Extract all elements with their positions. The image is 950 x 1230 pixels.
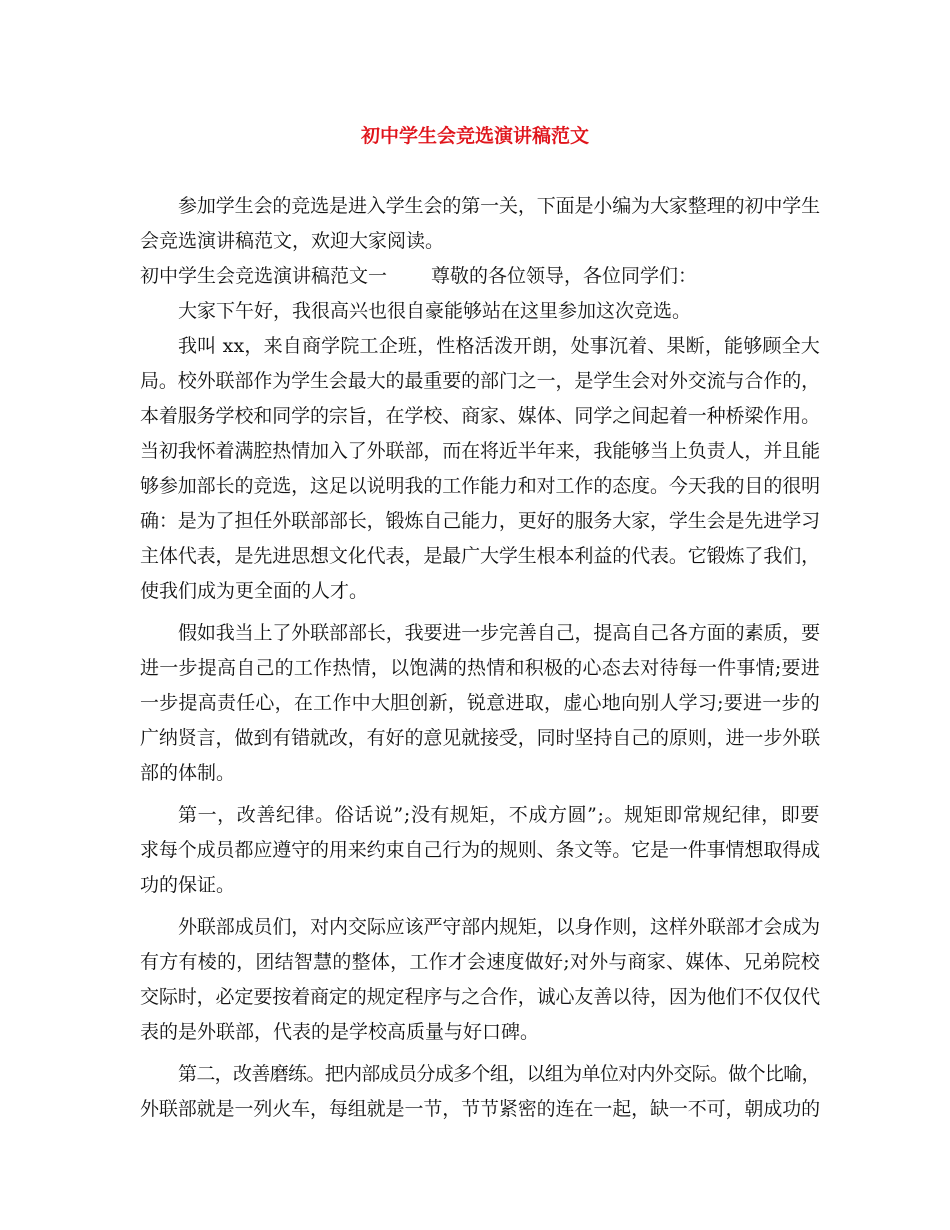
text-line: 一步提高责任心，在工作中大胆创新，锐意进取，虚心地向别人学习;要进一步的 [140,692,820,714]
text-line: 表的是外联部，代表的是学校高质量与好口碑。 [140,1021,540,1043]
text-line: 本着服务学校和同学的宗旨，在学校、商家、媒体、同学之间起着一种桥梁作用。 [140,405,820,427]
text-line: 第二，改善磨练。把内部成员分成多个组，以组为单位对内外交际。做个比喻， [178,1063,820,1085]
text-line: 进一步提高自己的工作热情，以饱满的热情和积极的心态去对待每一件事情;要进 [140,657,820,679]
text-line: 功的保证。 [140,874,236,896]
text-line: 求每个成员都应遵守的用来约束自己行为的规则、条文等。它是一件事情想取得成 [140,839,820,861]
text-line: 会竞选演讲稿范文，欢迎大家阅读。 [140,230,445,252]
text-line: 我叫 xx，来自商学院工企班，性格活泼开朗，处事沉着、果断，能够顾全大 [178,335,820,357]
text-line: 确：是为了担任外联部部长，锻炼自己能力，更好的服务大家，学生会是先进学习 [140,510,820,532]
text-line: 使我们成为更全面的人才。 [140,580,369,602]
text-line: 够参加部长的竞选，这足以说明我的工作能力和对工作的态度。今天我的目的很明 [140,475,820,497]
text-line: 假如我当上了外联部部长，我要进一步完善自己，提高自己各方面的素质，要 [178,622,820,644]
text-line: 局。校外联部作为学生会最大的最重要的部门之一，是学生会对外交流与合作的， [140,370,820,392]
text-line: 初中学生会竞选演讲稿范文一 尊敬的各位领导，各位同学们： [140,265,698,287]
text-line: 外联部就是一列火车，每组就是一节，节节紧密的连在一起，缺一不可，朝成功的 [140,1098,820,1120]
text-line: 外联部成员们，对内交际应该严守部内规矩，以身作则，这样外联部才会成为 [178,916,820,938]
text-line: 当初我怀着满腔热情加入了外联部，而在将近半年来，我能够当上负责人，并且能 [140,440,820,462]
text-line: 第一，改善纪律。俗话说”;没有规矩，不成方圆”;。规矩即常规纪律，即要 [178,804,820,826]
text-line: 交际时，必定要按着商定的规定程序与之合作，诚心友善以待，因为他们不仅仅代 [140,986,820,1008]
text-line: 大家下午好，我很高兴也很自豪能够站在这里参加这次竞选。 [178,300,692,322]
document-title: 初中学生会竞选演讲稿范文 [360,125,589,147]
text-line: 主体代表，是先进思想文化代表，是最广大学生根本利益的代表。它锻炼了我们， [140,545,820,567]
text-line: 广纳贤言，做到有错就改，有好的意见就接受，同时坚持自己的原则，进一步外联 [140,727,820,749]
text-line: 有方有棱的，团结智慧的整体，工作才会速度做好;对外与商家、媒体、兄弟院校 [140,951,820,973]
text-line: 部的体制。 [140,762,236,784]
text-line: 参加学生会的竞选是进入学生会的第一关，下面是小编为大家整理的初中学生 [178,195,820,217]
